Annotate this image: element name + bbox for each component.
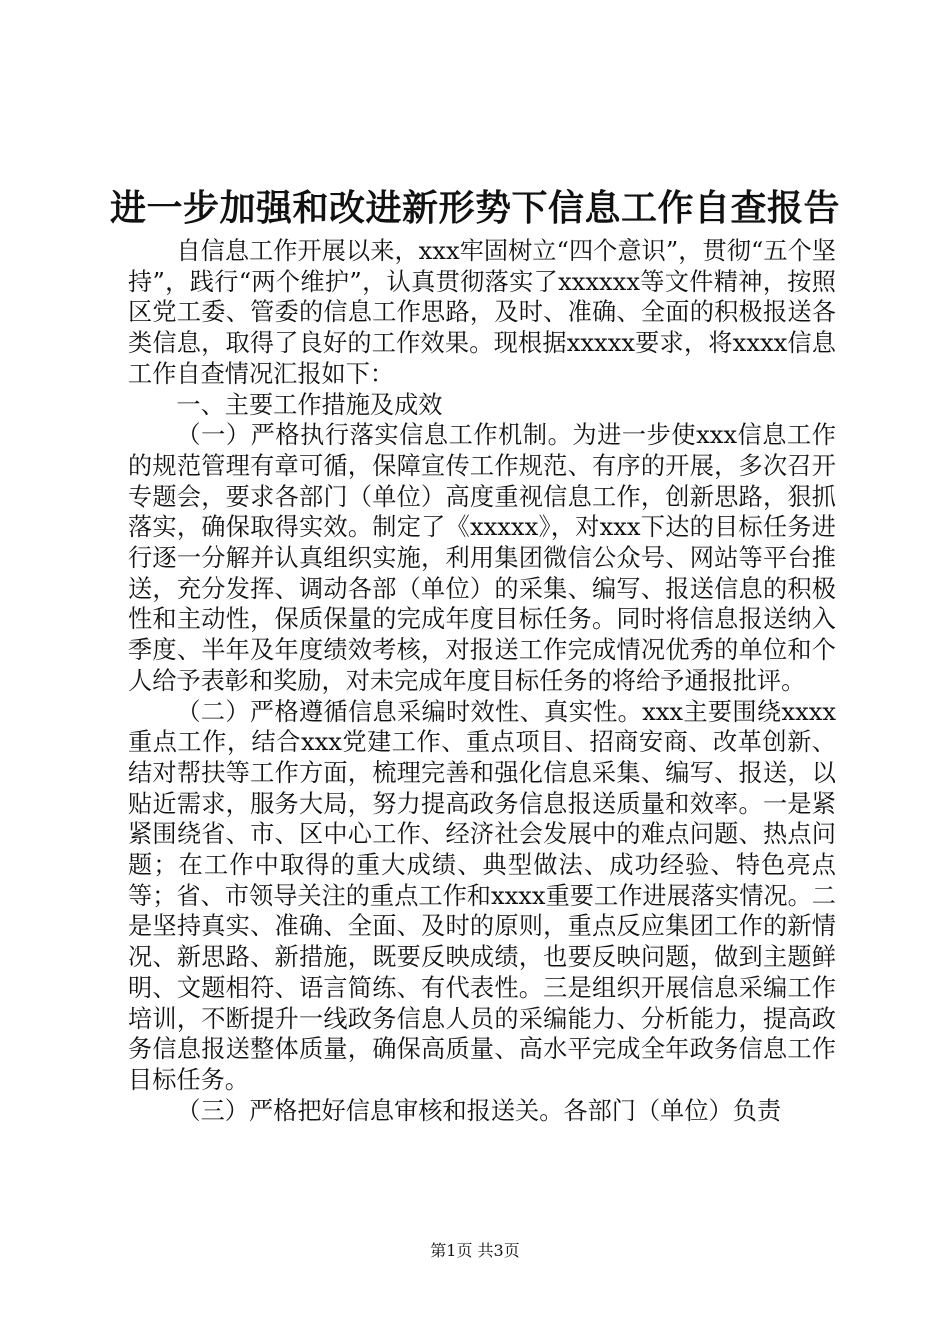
- item-one-paragraph: （一）严格执行落实信息工作机制。为进一步使xxx信息工作的规范管理有章可循，保障宣传工作规范、有序的开展，多次召开专题会，要求各部门（单位）高度重视信息工作，创新思路，狠抓落实，确保取得实效。制定了《xxxxx》，对xxx下达的目标任务进行逐一分解并认真组织实施，利用集团微信公众号、网站等平台推送，充分发挥、调动各部（单位）的采集、编写、报送信息的积极性和主动性，保质保量的完成年度目标任务。同时将信息报送纳入季度、半年及年度绩效考核，对报送工作完成情况优秀的单位和个人给予表彰和奖励，对未完成年度目标任务的将给予通报批评。: [128, 421, 836, 695]
- document-title: 进一步加强和改进新形势下信息工作自查报告: [109, 188, 840, 229]
- section-heading: 一、主要工作措施及成效: [176, 390, 443, 419]
- intro-paragraph: 自信息工作开展以来，xxx牢固树立“四个意识”，贯彻“五个坚持”，践行“两个维护”，认真贯彻落实了xxxxxx等文件精神，按照区党工委、管委的信息工作思路，及时、准确、全面的积极报送各类信息，取得了良好的工作效果。现根据xxxxx要求，将xxxx信息工作自查情况汇报如下：: [128, 237, 836, 388]
- item-three-paragraph: （三）严格把好信息审核和报送关。各部门（单位）负责: [176, 1096, 782, 1125]
- document-body: [128, 236, 836, 1126]
- page-number: 第1页 共3页: [430, 1241, 520, 1260]
- item-two-paragraph: （二）严格遵循信息采编时效性、真实性。xxx主要围绕xxxx重点工作，结合xxx党建工作、重点项目、招商安商、改革创新、结对帮扶等工作方面，梳理完善和强化信息采集、编写、报送，以贴近需求，服务大局，努力提高政务信息报送质量和效率。一是紧紧围绕省、市、区中心工作、经济社会发展中的难点问题、热点问题；在工作中取得的重大成绩、典型做法、成功经验、特色亮点等；省、市领导关注的重点工作和xxxx重要工作进展落实情况。二是坚持真实、准确、全面、及时的原则，重点反应集团工作的新情况、新思路、新措施，既要反映成绩，也要反映问题，做到主题鲜明、文题相符、语言简练、有代表性。三是组织开展信息采编工作培训，不断提升一线政务信息人员的采编能力、分析能力，提高政务信息报送整体质量，确保高质量、高水平完成全年政务信息工作目标任务。: [128, 697, 836, 1094]
